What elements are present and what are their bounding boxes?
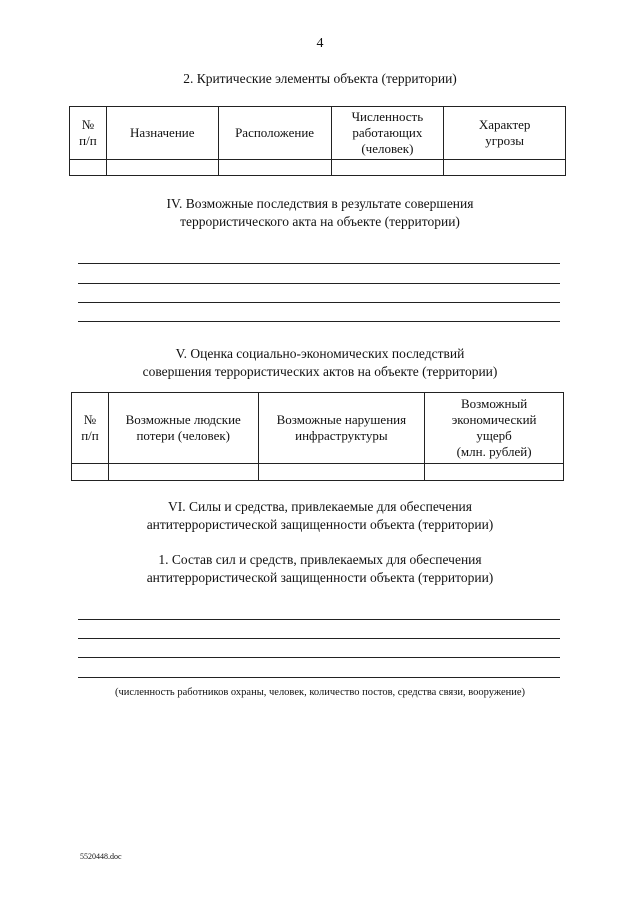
document-filename: 5520448.doc <box>80 852 122 861</box>
table-row <box>70 160 566 176</box>
table-cell <box>425 464 564 481</box>
table-header-row <box>70 107 566 160</box>
table-cell <box>218 160 331 176</box>
header-cell-infrastructure: Возможные нарушения инфраструктуры <box>258 393 425 464</box>
header-cell-number: № п/п <box>72 393 109 464</box>
fill-in-line <box>78 283 560 284</box>
table-cell <box>331 160 444 176</box>
table-cell <box>444 160 566 176</box>
section-critical-title: 2. Критические элементы объекта (территории) <box>183 71 457 86</box>
fill-in-line <box>78 619 560 620</box>
page-number: 4 <box>316 36 324 51</box>
header-cell-staff-count: Численность работающих (человек) <box>331 107 444 160</box>
section-vi-title: VI. Силы и средства, привлекаемые для обеспечения антитеррористической защищенности объекта (территории) <box>146 499 494 532</box>
fill-in-line <box>78 638 560 639</box>
header-cell-location: Расположение <box>218 107 331 160</box>
section-iv-title: IV. Возможные последствия в результате совершения террористического акта на объекте (территории) <box>166 196 474 229</box>
fill-in-line <box>78 263 560 264</box>
section-v-title: V. Оценка социально-экономических последствий совершения террористических актов на объекте (территории) <box>142 346 498 379</box>
header-cell-economic-damage: Возможный экономический ущерб (млн. рублей) <box>425 393 564 464</box>
table-cell <box>258 464 425 481</box>
table-cell <box>106 160 218 176</box>
socioeconomic-consequences-table <box>71 392 564 481</box>
fill-in-line <box>78 677 560 678</box>
table-row <box>72 464 564 481</box>
header-cell-number: № п/п <box>70 107 107 160</box>
fill-in-line <box>78 321 560 322</box>
table-cell <box>72 464 109 481</box>
forces-note: (численность работников охраны, человек, количество постов, средства связи, вооружение) <box>114 687 526 698</box>
table-cell <box>108 464 258 481</box>
section-vi-subtitle: 1. Состав сил и средств, привлекаемых для обеспечения антитеррористической защищенности объекта (территории) <box>146 552 494 585</box>
table-cell <box>70 160 107 176</box>
table-header-row <box>72 393 564 464</box>
critical-elements-table <box>69 106 566 176</box>
header-cell-threat-type: Характер угрозы <box>444 107 566 160</box>
header-cell-purpose: Назначение <box>106 107 218 160</box>
fill-in-line <box>78 657 560 658</box>
header-cell-human-losses: Возможные людские потери (человек) <box>108 393 258 464</box>
fill-in-line <box>78 302 560 303</box>
